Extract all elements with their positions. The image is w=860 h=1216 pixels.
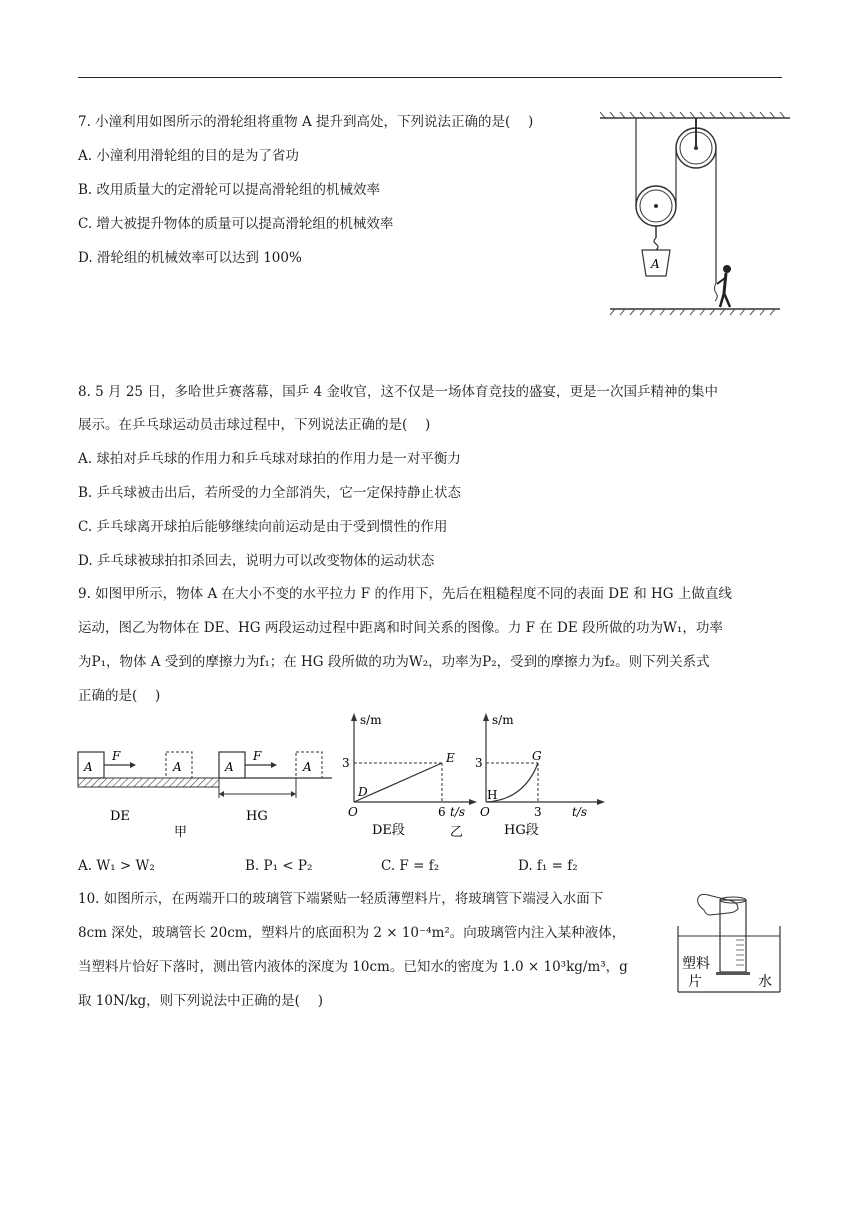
q8-stem-line1: 8. 5 月 25 日，多哈世乒赛落幕，国乒 4 金收官，这不仅是一场体育竞技的盛宴，更是一次国乒精神的集中 (78, 384, 718, 400)
jia-seg-de: DE (110, 809, 130, 824)
jia-force-1: F (112, 749, 121, 763)
q10-line3: 当塑料片恰好下落时，测出管内液体的深度为 10cm。已知水的密度为 1.0 × 10³kg/m³，g (78, 959, 628, 975)
q10-line4: 取 10N/kg，则下列说法中正确的是( ) (78, 993, 323, 1009)
q8-option-c: C. 乒乓球离开球拍后能够继续向前运动是由于受到惯性的作用 (78, 519, 448, 535)
hg-start-label: H (487, 788, 498, 802)
de-start-label: D (358, 785, 368, 799)
q8-option-b: B. 乒乓球被击出后，若所受的力全部消失，它一定保持静止状态 (78, 485, 462, 501)
q9-option-b: B. P₁ < P₂ (245, 858, 313, 874)
q8-option-a: A. 球拍对乒乓球的作用力和乒乓球对球拍的作用力是一对平衡力 (78, 451, 461, 467)
q7-option-a: A. 小潼利用滑轮组的目的是为了省功 (78, 148, 299, 164)
jia-seg-hg: HG (246, 809, 268, 824)
header-rule (78, 77, 782, 78)
q9-line4: 正确的是( ) (78, 688, 161, 704)
q10-water-label: 水 (758, 974, 772, 990)
q9-figure-yi-hg (472, 710, 612, 840)
hg-ytick: 3 (475, 756, 483, 770)
q9-line2: 运动，图乙为物体在 DE、HG 两段运动过程中距离和时间关系的图像。力 F 在 DE 段所做的功为W₁，功率 (78, 620, 723, 636)
q10-plastic-label-line2: 片 (688, 974, 702, 990)
hg-origin: O (480, 805, 490, 819)
jia-block-4: A (303, 760, 312, 774)
de-graph-label: DE段 (372, 823, 405, 838)
de-xtick: 6 (438, 805, 446, 819)
q10-plastic-label-line1: 塑料 (682, 956, 710, 972)
q9-line3: 为P₁，物体 A 受到的摩擦力为f₁；在 HG 段所做的功为W₂，功率为P₂，受到的摩擦力为f₂。则下列关系式 (78, 654, 710, 670)
q8-stem-line2: 展示。在乒乓球运动员击球过程中，下列说法正确的是( ) (78, 417, 431, 433)
jia-block-1: A (84, 760, 93, 774)
q9-figure-yi-de (338, 710, 478, 840)
hg-ylabel: s/m (492, 713, 514, 727)
q8-option-d: D. 乒乓球被球拍扣杀回去，说明力可以改变物体的运动状态 (78, 553, 435, 569)
pulley-load-label: A (651, 257, 660, 271)
hg-graph-label: HG段 (504, 823, 539, 838)
q9-option-d: D. f₁ = f₂ (518, 858, 578, 874)
q9-option-c: C. F = f₂ (381, 858, 440, 874)
jia-caption: 甲 (174, 825, 188, 840)
q7-option-b: B. 改用质量大的定滑轮可以提高滑轮组的机械效率 (78, 182, 381, 198)
yi-caption: 乙 (450, 825, 464, 840)
hg-xtick: 3 (534, 805, 542, 819)
hg-end-label: G (532, 749, 542, 763)
q10-figure (674, 890, 784, 996)
jia-block-2: A (173, 760, 182, 774)
q9-figure-jia (74, 740, 339, 840)
q9-line1: 9. 如图甲所示，物体 A 在大小不变的水平拉力 F 的作用下，先后在粗糙程度不同的表面 DE 和 HG 上做直线 (78, 586, 732, 602)
q7-stem: 7. 小潼利用如图所示的滑轮组将重物 A 提升到高处，下列说法正确的是( ) (78, 114, 534, 130)
de-ytick: 3 (342, 756, 350, 770)
de-end-label: E (446, 751, 455, 765)
q7-option-d: D. 滑轮组的机械效率可以达到 100% (78, 250, 302, 266)
q7-option-c: C. 增大被提升物体的质量可以提高滑轮组的机械效率 (78, 216, 394, 232)
q10-line1: 10. 如图所示，在两端开口的玻璃管下端紧贴一轻质薄塑料片，将玻璃管下端浸入水面下 (78, 891, 604, 907)
de-xlabel: t/s (450, 805, 466, 819)
jia-block-3: A (225, 760, 234, 774)
jia-force-2: F (253, 749, 262, 763)
de-origin: O (348, 805, 358, 819)
pulley-figure (600, 108, 790, 323)
q10-line2: 8cm 深处，玻璃管长 20cm，塑料片的底面积为 2 × 10⁻⁴m²。向玻璃管内注入某种液体， (78, 925, 626, 941)
hg-xlabel: t/s (572, 805, 588, 819)
q9-option-a: A. W₁ > W₂ (78, 858, 155, 874)
de-ylabel: s/m (360, 713, 382, 727)
